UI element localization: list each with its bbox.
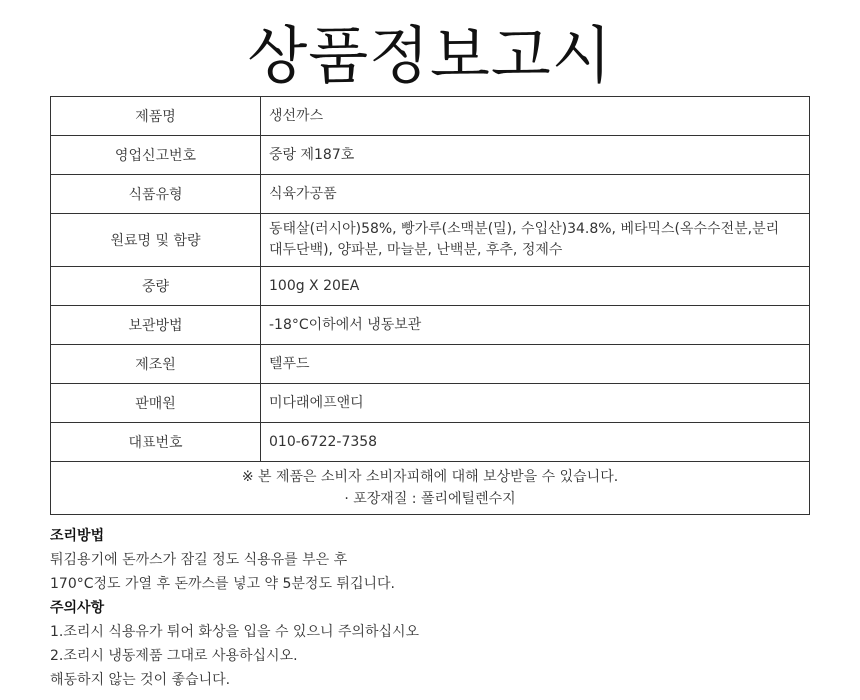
notice-cell bbox=[51, 462, 810, 515]
row-label: 판매원 bbox=[51, 384, 261, 423]
table-row bbox=[51, 267, 810, 306]
table-row bbox=[51, 136, 810, 175]
row-label: 대표번호 bbox=[51, 423, 261, 462]
row-value: 010-6722-7358 bbox=[261, 423, 810, 462]
notes-section bbox=[50, 524, 419, 692]
row-value: 미다래에프앤디 bbox=[261, 384, 810, 423]
row-label: 영업신고번호 bbox=[51, 136, 261, 175]
row-label: 제품명 bbox=[51, 97, 261, 136]
ingredients-line: 동태살(러시아)58%, 빵가루(소맥분(밀), 수입산)34.8%, 베타믹스(옥수수전분,분리 bbox=[269, 221, 780, 237]
table-row bbox=[51, 345, 810, 384]
packaging-material: · 포장재질 : 폴리에틸렌수지 bbox=[344, 491, 516, 507]
row-value: 텔푸드 bbox=[261, 345, 810, 384]
row-value: 중랑 제187호 bbox=[261, 136, 810, 175]
cooking-line: 170°C정도 가열 후 돈까스를 넣고 약 5분정도 튀깁니다. bbox=[50, 576, 395, 592]
row-label: 제조원 bbox=[51, 345, 261, 384]
cooking-heading: 조리방법 bbox=[50, 528, 105, 544]
table-row bbox=[51, 423, 810, 462]
table-row bbox=[51, 97, 810, 136]
table-row bbox=[51, 306, 810, 345]
caution-line: 2.조리시 냉동제품 그대로 사용하십시오. bbox=[50, 648, 298, 664]
table-row bbox=[51, 175, 810, 214]
row-value: -18°C이하에서 냉동보관 bbox=[261, 306, 810, 345]
row-value: 100g X 20EA bbox=[261, 267, 810, 306]
ingredients-line: 대두단백), 양파분, 마늘분, 난백분, 후추, 정제수 bbox=[269, 242, 563, 258]
row-value: 생선까스 bbox=[261, 97, 810, 136]
caution-heading: 주의사항 bbox=[50, 600, 105, 616]
product-info-table bbox=[50, 96, 810, 515]
page-title: 상품정보고시 bbox=[247, 19, 613, 92]
row-label: 식품유형 bbox=[51, 175, 261, 214]
table-row bbox=[51, 214, 810, 267]
row-label: 보관방법 bbox=[51, 306, 261, 345]
table-row bbox=[51, 384, 810, 423]
row-label: 중량 bbox=[51, 267, 261, 306]
notice-row bbox=[51, 462, 810, 515]
compensation-notice: ※ 본 제품은 소비자 소비자피해에 대해 보상받을 수 있습니다. bbox=[241, 469, 619, 485]
caution-line: 해동하지 않는 것이 좋습니다. bbox=[50, 672, 231, 688]
row-label: 원료명 및 함량 bbox=[51, 214, 261, 267]
row-value: 식육가공품 bbox=[261, 175, 810, 214]
row-value bbox=[261, 214, 810, 267]
cooking-line: 튀김용기에 돈까스가 잠길 정도 식용유를 부은 후 bbox=[50, 552, 348, 568]
caution-line: 1.조리시 식용유가 튀어 화상을 입을 수 있으니 주의하십시오 bbox=[50, 624, 420, 640]
